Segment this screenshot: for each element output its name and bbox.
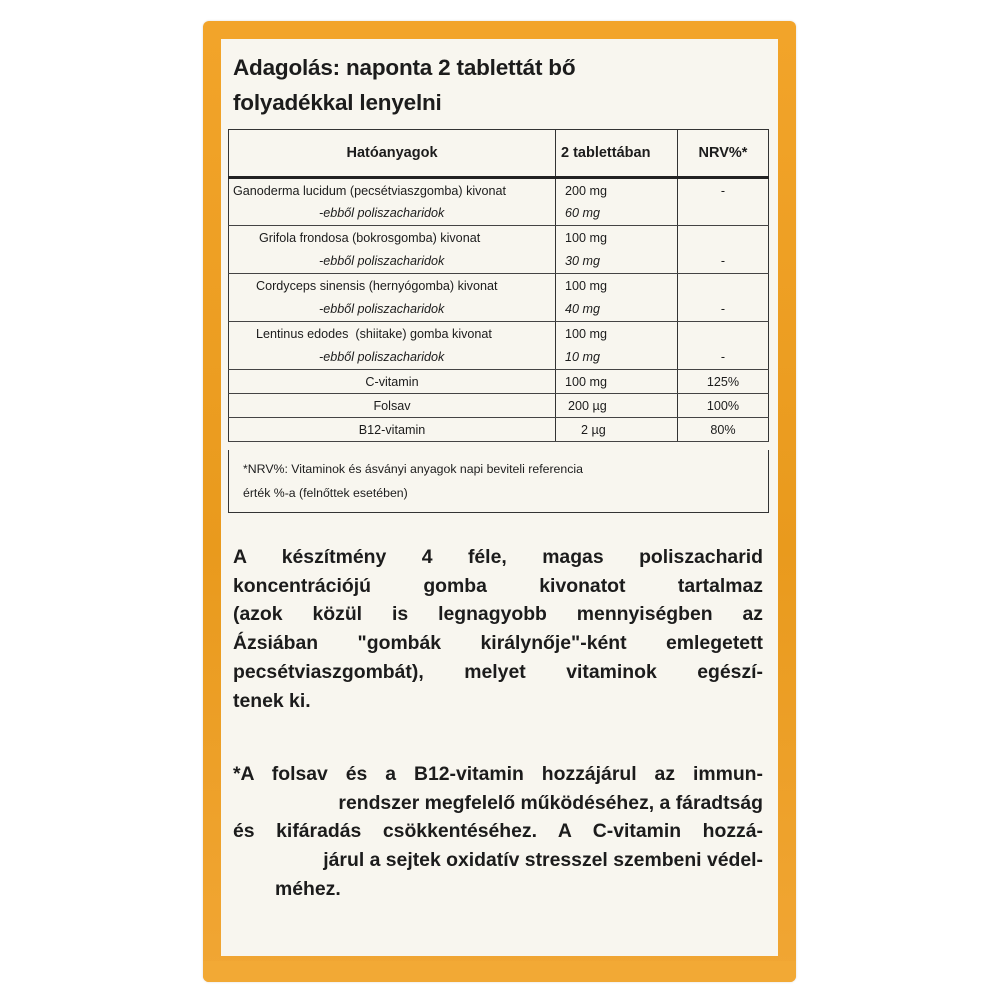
table-row [229,250,769,274]
ingredient-amount: 200 µg [556,394,678,418]
table-row [229,226,769,250]
ingredient-name: Lentinus edodes (shiitake) gomba kivonat [229,322,556,346]
ingredient-nrv: - [678,346,769,370]
description-line: tenek ki. [233,689,311,712]
table-row [229,274,769,298]
ingredient-amount: 60 mg [556,202,678,226]
ingredients-table [228,129,769,442]
ingredient-amount: 100 mg [556,274,678,298]
table-row [229,298,769,322]
nrv-footnote-line-2: érték %-a (felnőttek esetében) [243,486,408,500]
dosage-line-2: folyadékkal lenyelni [233,90,442,115]
claim-line: és kifáradás csökkentéséhez. A C-vitamin hozzá- [233,820,763,843]
ingredient-amount: 10 mg [556,346,678,370]
table-row [229,394,769,418]
description-line: Ázsiában "gombák királynője"-ként emlegetett [233,632,763,655]
claim-line: méhez. [275,877,341,900]
ingredient-name: Folsav [229,394,556,418]
table-header-row [229,130,769,178]
ingredient-nrv [678,274,769,298]
table-row [229,322,769,346]
ingredient-nrv [678,226,769,250]
header-ingredients: Hatóanyagok [229,130,556,178]
ingredient-name: -ebből poliszacharidok [229,202,556,226]
ingredient-nrv: 80% [678,418,769,442]
claim-line: *A folsav és a B12-vitamin hozzájárul az immun- [233,763,763,785]
dosage-heading [233,50,773,120]
ingredient-name: C-vitamin [229,370,556,394]
ingredient-name: -ebből poliszacharidok [229,250,556,274]
description-line: pecsétviaszgombát), melyet vitaminok egészí- [233,660,763,683]
table-row [229,346,769,370]
description-paragraph [233,543,763,715]
ingredient-nrv: - [678,298,769,322]
table-row [229,178,769,202]
ingredient-name: -ebből poliszacharidok [229,346,556,370]
table-row [229,418,769,442]
ingredient-name: Ganoderma lucidum (pecsétviaszgomba) kivonat [229,178,556,202]
dosage-line-1: Adagolás: naponta 2 tablettát bő [233,55,576,80]
claim-line: járul a sejtek oxidatív stresszel szembeni védel- [323,849,763,872]
ingredient-nrv [678,202,769,226]
nrv-footnote-line-1: *NRV%: Vitaminok és ásványi anyagok napi beviteli referencia [243,462,583,476]
nrv-footnote [228,450,769,513]
ingredient-amount: 30 mg [556,250,678,274]
ingredient-name: Grifola frondosa (bokrosgomba) kivonat [229,226,556,250]
ingredient-name: B12-vitamin [229,418,556,442]
claim-line: rendszer megfelelő működéséhez, a fáradtság [338,791,763,814]
ingredient-name: Cordyceps sinensis (hernyógomba) kivonat [229,274,556,298]
ingredient-amount: 40 mg [556,298,678,322]
ingredient-nrv: - [678,250,769,274]
ingredient-amount: 100 mg [556,226,678,250]
health-claims-paragraph [233,760,763,904]
ingredient-amount: 100 mg [556,370,678,394]
description-line: A készítmény 4 féle, magas poliszacharid [233,546,763,568]
bottom-band [203,961,796,982]
ingredient-amount: 2 µg [556,418,678,442]
ingredient-nrv: - [678,178,769,202]
ingredient-name: -ebből poliszacharidok [229,298,556,322]
ingredient-amount: 100 mg [556,322,678,346]
description-line: (azok közül is legnagyobb mennyiségben az [233,603,763,626]
ingredient-nrv: 125% [678,370,769,394]
ingredient-nrv: 100% [678,394,769,418]
header-nrv: NRV%* [678,130,769,178]
table-row [229,370,769,394]
table-row [229,202,769,226]
ingredient-amount: 200 mg [556,178,678,202]
header-amount: 2 tablettában [556,130,678,178]
description-line: koncentrációjú gomba kivonatot tartalmaz [233,574,763,597]
ingredient-nrv [678,322,769,346]
